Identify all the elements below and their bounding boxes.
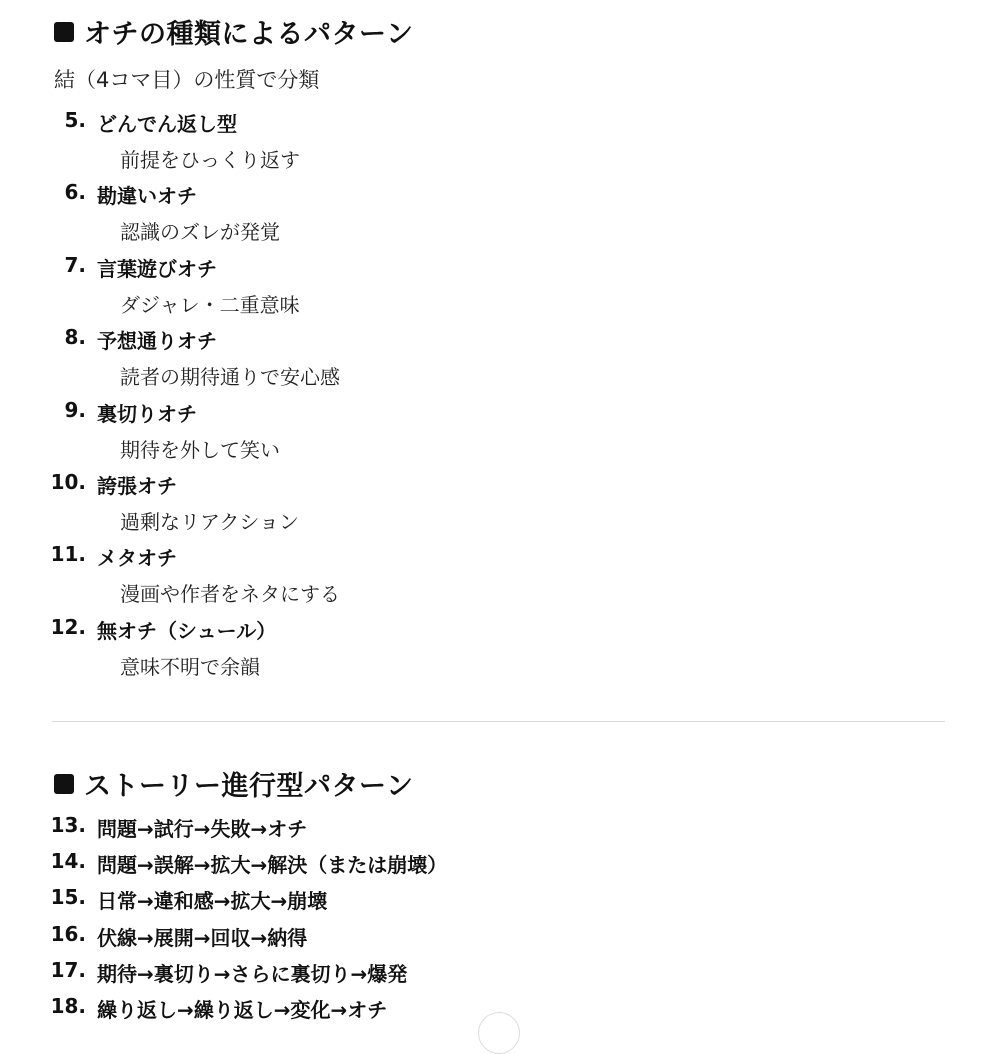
item-title: 誇張オチ <box>97 473 177 498</box>
item-number: 6. <box>64 180 86 205</box>
item-title: 裏切りオチ <box>97 401 197 426</box>
section-heading-text: ストーリー進行型パターン <box>84 771 414 802</box>
list-item <box>0 108 991 180</box>
item-description: 認識のズレが発覚 <box>120 220 280 245</box>
list-item <box>0 180 991 252</box>
item-number: 16. <box>50 921 86 946</box>
item-description: ダジャレ・二重意味 <box>120 292 300 317</box>
item-number: 5. <box>64 108 86 132</box>
item-description: 過剰なリアクション <box>120 509 299 534</box>
list-item <box>0 253 991 325</box>
item-title: 予想通りオチ <box>97 329 217 354</box>
item-title: 伏線→展開→回収→納得 <box>97 925 308 950</box>
item-number: 17. <box>50 957 86 982</box>
list-item <box>0 958 991 994</box>
list-item <box>0 813 991 849</box>
list-item <box>0 470 991 542</box>
square-bullet-icon <box>54 22 74 42</box>
item-number: 10. <box>50 469 86 494</box>
list-item <box>0 325 991 397</box>
list-item <box>0 922 991 958</box>
item-number: 7. <box>64 252 86 277</box>
item-number: 14. <box>50 849 86 874</box>
item-number: 11. <box>50 542 86 567</box>
item-number: 18. <box>50 993 86 1018</box>
item-title: メタオチ <box>97 546 177 571</box>
section-divider <box>52 721 945 722</box>
section-subtitle: 結（4コマ目）の性質で分類 <box>54 68 320 92</box>
square-bullet-icon <box>54 774 74 794</box>
item-title: 繰り返し→繰り返し→変化→オチ <box>97 997 388 1022</box>
item-title: 日常→違和感→拡大→崩壊 <box>97 889 328 914</box>
item-title: 期待→裏切り→さらに裏切り→爆発 <box>97 961 408 986</box>
list-item <box>0 615 991 687</box>
item-description: 期待を外して笑い <box>120 437 280 462</box>
section-heading-ochi-types <box>54 12 413 51</box>
list-item <box>0 398 991 470</box>
item-number: 12. <box>50 614 86 639</box>
scroll-down-button[interactable] <box>478 1012 520 1054</box>
list-item <box>0 849 991 885</box>
item-description: 前提をひっくり返す <box>120 148 300 172</box>
item-title: どんでん返し型 <box>97 112 237 136</box>
section-heading-story-patterns <box>54 764 413 803</box>
item-title: 言葉遊びオチ <box>97 256 217 281</box>
item-number: 15. <box>50 885 86 910</box>
section-heading-text: オチの種類によるパターン <box>84 19 414 50</box>
item-description: 読者の期待通りで安心感 <box>120 365 340 390</box>
item-number: 8. <box>64 325 86 350</box>
item-number: 13. <box>50 813 86 837</box>
item-description: 漫画や作者をネタにする <box>120 582 340 607</box>
item-number: 9. <box>64 397 86 422</box>
list-item <box>0 542 991 614</box>
list-item <box>0 885 991 921</box>
item-title: 問題→試行→失敗→オチ <box>97 817 308 841</box>
story-patterns-list <box>0 813 991 1030</box>
item-title: 問題→誤解→拡大→解決（または崩壊） <box>97 853 448 878</box>
item-title: 勘違いオチ <box>97 184 197 209</box>
item-description: 意味不明で余韻 <box>120 654 260 679</box>
item-title: 無オチ（シュール） <box>97 618 277 643</box>
ochi-types-list <box>0 108 991 687</box>
